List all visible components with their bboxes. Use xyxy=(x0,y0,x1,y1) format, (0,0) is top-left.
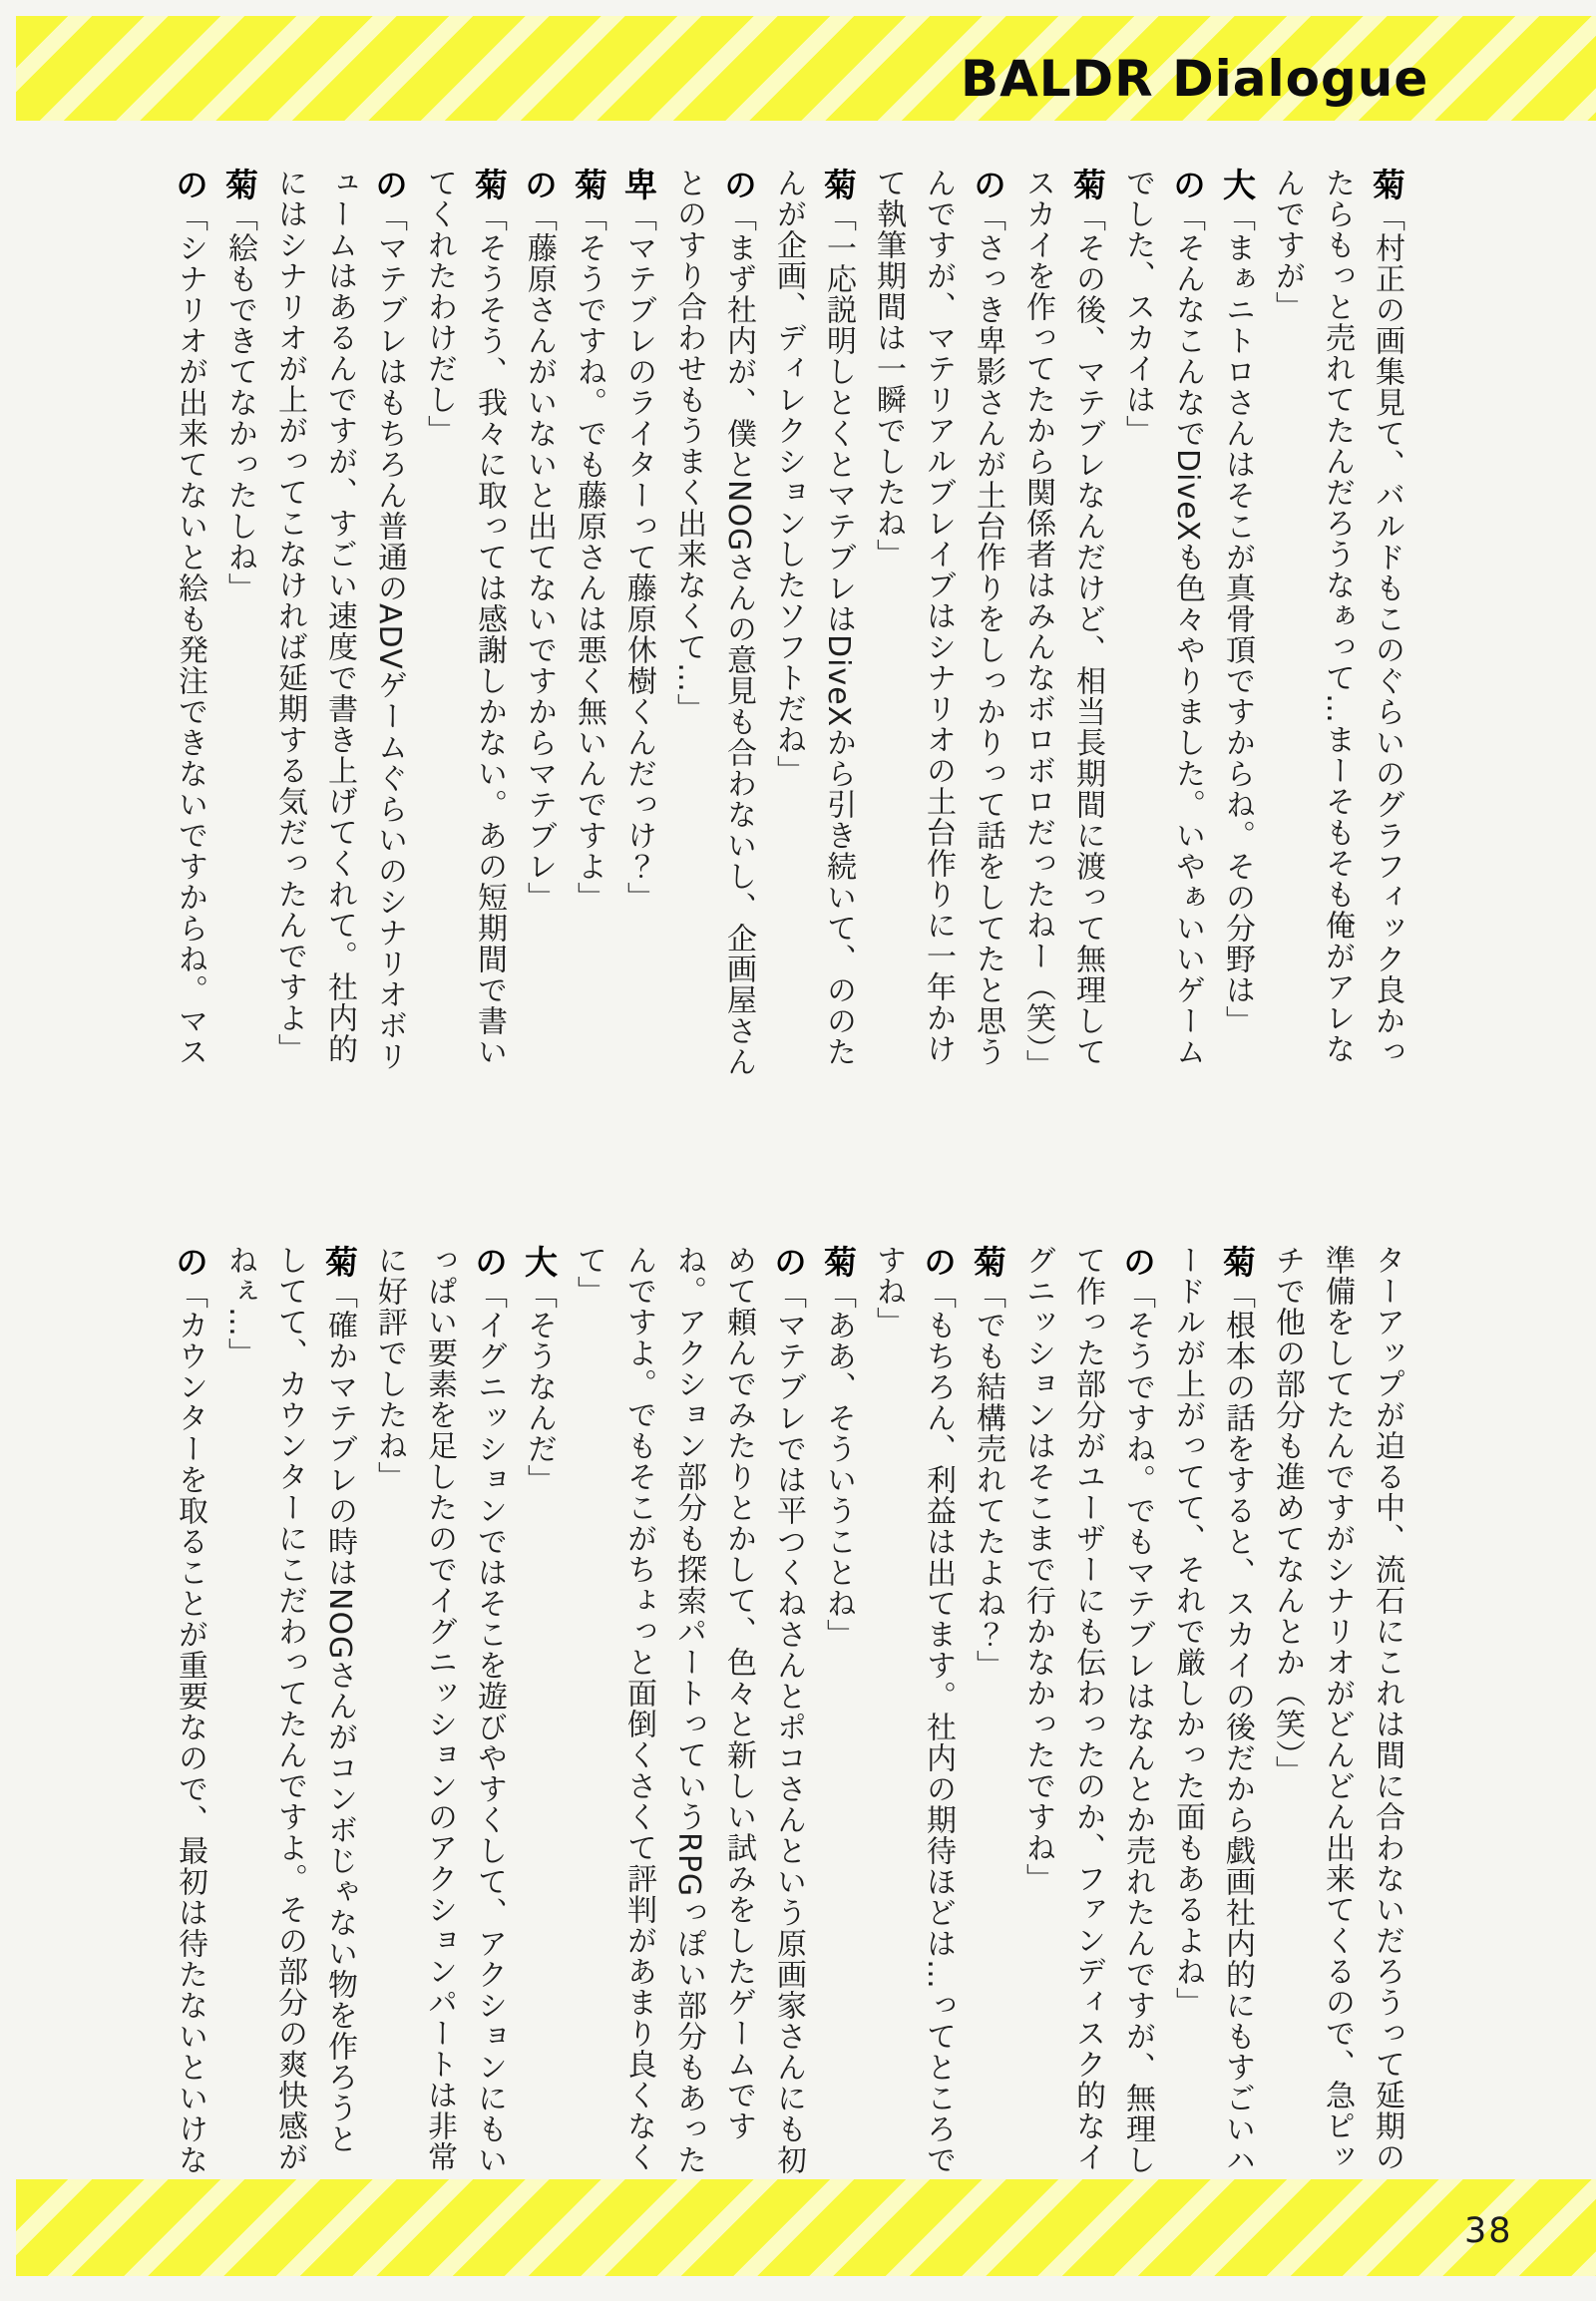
dialogue-text: 「絵もできてなかったしね」 xyxy=(222,201,257,603)
lower-dialogue-block xyxy=(115,1245,1411,2182)
dialogue-paragraph xyxy=(1262,168,1411,1090)
speaker-label: 菊 xyxy=(1068,168,1107,201)
dialogue-paragraph xyxy=(1262,1245,1411,2182)
dialogue-paragraph xyxy=(564,1245,813,2182)
dialogue-text: 「一応説明しとくとマテブレはDiveXから引き続いて、ののたんが企画、ディレクションしたソフトだね」 xyxy=(771,168,856,1068)
dialogue-text: 「マテブレのライターって藤原休樹くんだっけ？」 xyxy=(621,201,656,913)
speaker-label: の xyxy=(520,168,559,201)
dialogue-paragraph xyxy=(1012,1245,1162,2182)
speaker-label: の xyxy=(1118,1245,1157,1279)
dialogue-paragraph xyxy=(514,1245,564,2182)
dialogue-text: ターアップが迫る中、流石にこれは間に合わないだろうって延期の準備をしてたんですがシナリオがどんどん出来てくるので、急ピッチで他の部分も進めてなんとか（笑）」 xyxy=(1270,1245,1404,2172)
speaker-label: 菊 xyxy=(969,1245,1007,1279)
dialogue-text: 「そうそう、我々に取っては感謝しかない。あの短期間で書いてくれたわけだし」 xyxy=(422,168,507,1067)
dialogue-paragraph xyxy=(214,168,264,1090)
speaker-label: 卑 xyxy=(619,168,658,201)
dialogue-paragraph xyxy=(165,1245,214,2182)
dialogue-text: 「そうですね。でもマテブレはなんとか売れたんですが、無理して作った部分がユーザーにも伝わったのか、ファンディスク的なイグニッションはそこまで行かなかったですね」 xyxy=(1020,1245,1155,2175)
speaker-label: の xyxy=(769,1245,808,1279)
dialogue-text: 「シナリオが出来てないと絵も発注できないですからね。マス xyxy=(173,201,207,1067)
speaker-label: 菊 xyxy=(1218,1245,1257,1279)
dialogue-paragraph xyxy=(1112,168,1212,1090)
dialogue-text: 「マテブレはもちろん普通のADVゲームぐらいのシナリオボリュームはあるんですが、すごい速度で書き上げてくれて。社内的にはシナリオが上がってこなければ延期する気だったんですよ」 xyxy=(272,168,407,1072)
speaker-label: 大 xyxy=(520,1245,559,1279)
speaker-label: の xyxy=(370,168,409,201)
dialogue-paragraph xyxy=(863,1245,963,2182)
dialogue-paragraph xyxy=(863,168,1012,1090)
page-number: 38 xyxy=(1464,2211,1513,2251)
speaker-label: 菊 xyxy=(570,168,608,201)
dialogue-paragraph xyxy=(663,168,763,1090)
dialogue-paragraph xyxy=(214,1245,364,2182)
speaker-label: 大 xyxy=(1218,168,1257,201)
dialogue-text: 「マテブレでは平つくねさんとポコさんという原画家さんにも初めて頼んでみたりとかして、色々と新しい試みをしたゲームですね。アクション部分も探索パートっていうRPGっぽい部分もあったんですよ。でもそこがちょっと面倒くさくて評判があまり良くなくて」 xyxy=(572,1245,806,2176)
page-title: BALDR Dialogue xyxy=(961,50,1429,108)
speaker-label: の xyxy=(719,168,758,201)
dialogue-text: 「そうなんだ」 xyxy=(522,1279,557,1495)
dialogue-text: 「村正の画集見て、バルドもこのぐらいのグラフィック良かったらもっと売れてたんだろうなぁって…まーそもそも俺がアレなんですが」 xyxy=(1270,168,1404,1067)
dialogue-paragraph xyxy=(1162,1245,1262,2182)
speaker-label: の xyxy=(171,168,209,201)
dialogue-paragraph xyxy=(763,168,863,1090)
dialogue-text: 「でも結構売れてたよね？」 xyxy=(971,1279,1005,1681)
dialogue-paragraph xyxy=(414,168,514,1090)
dialogue-text: 「カウンターを取ることが重要なので、最初は待たないといけな xyxy=(173,1279,207,2175)
dialogue-paragraph xyxy=(613,168,663,1090)
dialogue-text: 「もちろん、利益は出てます。社内の期待ほどは…ってところですね」 xyxy=(871,1245,956,2175)
speaker-label: 菊 xyxy=(1368,168,1406,201)
upper-dialogue-block xyxy=(115,168,1411,1090)
dialogue-text: 「まず社内が、僕とNOGさんの意見も合わないし、企画屋さんとのすり合わせもうまく出来なくて…」 xyxy=(671,168,756,1078)
dialogue-text: 「その後、マテブレなんだけど、相当長期間に渡って無理してスカイを作ってたから関係者はみんなボロボロだったねー（笑）」 xyxy=(1020,168,1105,1080)
speaker-label: 菊 xyxy=(819,1245,858,1279)
dialogue-paragraph xyxy=(364,1245,514,2182)
dialogue-text: 「さっき卑影さんが土台作りをしっかりって話をしてたと思うんですが、マテリアルブレイブはシナリオの土台作りに一年かけて執筆期間は一瞬でしたね」 xyxy=(871,168,1005,1067)
speaker-label: の xyxy=(1168,168,1207,201)
dialogue-text: 「そうですね。でも藤原さんは悪く無いんですよ」 xyxy=(572,201,606,913)
dialogue-paragraph xyxy=(813,1245,863,2182)
dialogue-text: 「藤原さんがいないと出てないですからマテブレ」 xyxy=(522,201,557,913)
dialogue-text: 「確かマテブレの時はNOGさんがコンボじゃない物を作ろうとしてて、カウンターにこだわってたんですよ。その部分の爽快感がねぇ…」 xyxy=(222,1245,357,2172)
dialogue-text: 「根本の話をすると、スカイの後だから戯画社内的にもすごいハードルが上がってて、それで厳しかった面もあるよね」 xyxy=(1170,1245,1255,2175)
dialogue-text: 「ああ、そういうことね」 xyxy=(821,1279,856,1650)
speaker-label: 菊 xyxy=(470,168,509,201)
dialogue-paragraph xyxy=(564,168,613,1090)
dialogue-text: 「そんなこんなでDiveXも色々やりました。いやぁいいゲームでした、スカイは」 xyxy=(1120,168,1205,1068)
speaker-label: 菊 xyxy=(819,168,858,201)
dialogue-paragraph xyxy=(165,168,214,1090)
speaker-label: の xyxy=(171,1245,209,1279)
dialogue-paragraph xyxy=(963,1245,1012,2182)
dialogue-text: 「イグニッションではそこを遊びやすくして、アクションにもいっぱい要素を足したのでイグニッションのアクションパートは非常に好評でしたね」 xyxy=(372,1245,507,2175)
bottom-stripe-banner xyxy=(16,2179,1596,2276)
dialogue-paragraph xyxy=(514,168,564,1090)
dialogue-paragraph xyxy=(1012,168,1112,1090)
speaker-label: の xyxy=(919,1245,958,1279)
speaker-label: 菊 xyxy=(220,168,259,201)
speaker-label: の xyxy=(969,168,1007,201)
dialogue-paragraph xyxy=(1212,168,1262,1090)
speaker-label: 菊 xyxy=(320,1245,359,1279)
dialogue-text: 「まぁニトロさんはそこが真骨頂ですからね。その分野は」 xyxy=(1220,201,1255,1036)
dialogue-paragraph xyxy=(264,168,414,1090)
speaker-label: の xyxy=(470,1245,509,1279)
